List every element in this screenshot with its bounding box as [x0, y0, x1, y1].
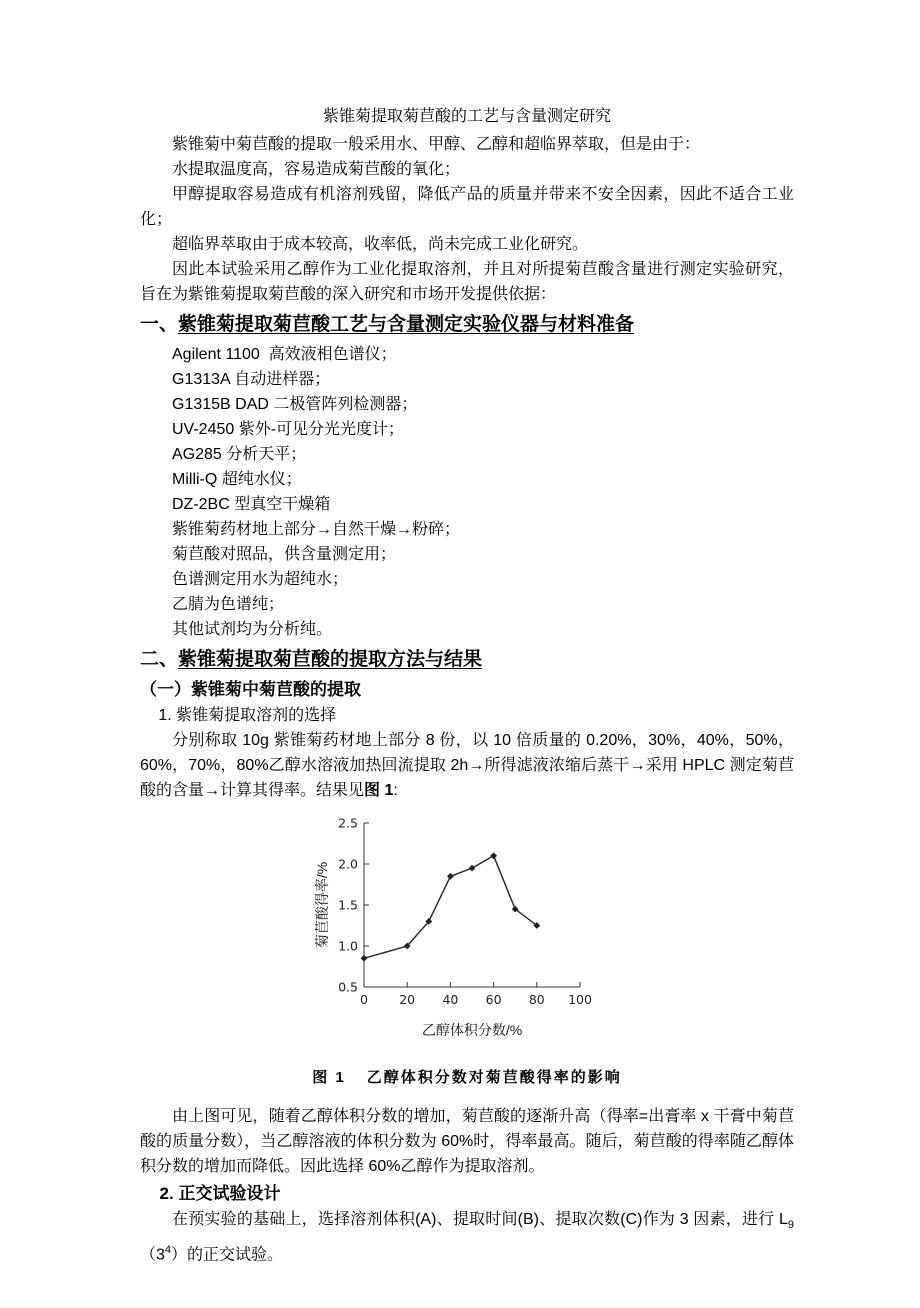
list-item: UV-2450 紫外-可见分光光度计；	[172, 421, 405, 438]
svg-text:0: 0	[360, 992, 368, 1007]
section2-title: 紫锥菊提取菊苣酸的提取方法与结果	[178, 649, 483, 670]
svg-text:1.5: 1.5	[338, 897, 358, 913]
section2-heading	[140, 646, 794, 674]
subscript-9: 9	[787, 1219, 794, 1232]
list-item: 菊苣酸对照品，供含量测定用；	[172, 546, 397, 563]
list-item: DZ-2BC 型真空干燥箱	[172, 496, 331, 513]
intro-paragraph-3: 甲醇提取容易造成有机溶剂残留，降低产品的质量并带来不安全因素，因此不适合工业化；	[140, 186, 794, 228]
list-item: G1313A 自动进样器；	[172, 371, 331, 388]
list-item: 其他试剂均为分析纯。	[172, 621, 333, 638]
list-item: AG285 分析天平；	[172, 446, 307, 463]
svg-text:乙醇体积分数/%: 乙醇体积分数/%	[421, 1022, 523, 1038]
list-item: 紫锥菊药材地上部分→自然干燥→粉碎；	[172, 521, 461, 538]
method-paragraph	[140, 728, 794, 803]
subsection-1-heading: （一）紫锥菊中菊苣酸的提取	[140, 680, 361, 699]
equipment-list	[140, 342, 794, 642]
svg-text:40: 40	[442, 992, 459, 1007]
intro-paragraph-4: 超临界萃取由于成本较高，收率低，尚未完成工业化研究。	[172, 236, 589, 253]
section1-heading	[140, 311, 794, 339]
figure-caption-text: 乙醇体积分数对菊苣酸得率的影响	[366, 1069, 622, 1086]
orthogonal-text: 在预实验的基础上，选择溶剂体积(A)、提取时间(B)、提取次数(C)作为 3 因素，进行 L	[172, 1211, 788, 1228]
svg-text:20: 20	[399, 992, 416, 1007]
list-item: Agilent 1100 高效液相色谱仪；	[172, 346, 397, 363]
superscript-4: 4	[164, 1244, 172, 1257]
figure-1-caption	[140, 1065, 794, 1090]
list-item: Milli-Q 超纯水仪；	[172, 471, 302, 488]
list-item: 色谱测定用水为超纯水；	[172, 571, 349, 588]
method-text: 分别称取 10g 紫锥菊药材地上部分 8 份，以 10 倍质量的 0.20%，30%，40%，50%，60%，70%，80%乙醇水溶液加热回流提取 2h→所得滤液浓缩后蒸干→采用 HPLC 测定菊苣酸的含量→计算其得率。结果见	[140, 732, 794, 799]
svg-text:0.5: 0.5	[338, 979, 358, 995]
svg-text:1.0: 1.0	[338, 938, 358, 954]
list-item: G1315B DAD 二极管阵列检测器；	[172, 396, 418, 413]
orthogonal-text-mid: （3	[140, 1246, 165, 1264]
svg-text:60: 60	[485, 992, 502, 1007]
figure-1	[140, 813, 794, 1049]
intro-paragraph-2: 水提取温度高，容易造成菊苣酸的氧化；	[172, 161, 461, 178]
analysis-paragraph: 由上图可见，随着乙醇体积分数的增加，菊苣酸的逐渐升高（得率=出膏率 x 干膏中菊苣酸的质量分数），当乙醇溶液的体积分数为 60%时，得率最高。随后，菊苣酸的得率随乙醇体积分数的增加而降低。因此选择 60%乙醇作为提取溶剂。	[140, 1108, 794, 1175]
point-1-heading: 1. 紫锥菊提取溶剂的选择	[158, 707, 337, 724]
doc-title: 紫锥菊提取菊苣酸的工艺与含量测定研究	[322, 108, 611, 125]
ethanol-yield-line-chart	[312, 813, 622, 1041]
figure-caption-label: 图 1	[312, 1069, 346, 1086]
svg-text:100: 100	[568, 992, 592, 1007]
section1-title: 紫锥菊提取菊苣酸工艺与含量测定实验仪器与材料准备	[178, 314, 635, 335]
intro-paragraph-1: 紫锥菊中菊苣酸的提取一般采用水、甲醇、乙醇和超临界萃取，但是由于：	[172, 136, 701, 153]
list-item: 乙腈为色谱纯；	[172, 596, 285, 613]
orthogonal-text-tail: ）的正交试验。	[171, 1246, 284, 1264]
intro-paragraph-5: 因此本试验采用乙醇作为工业化提取溶剂，并且对所提菊苣酸含量进行测定实验研究，旨在为紫锥菊提取菊苣酸的深入研究和市场开发提供依据：	[140, 261, 794, 303]
section1-number: 一、	[140, 314, 179, 335]
method-text-tail: :	[393, 782, 398, 799]
section2-number: 二、	[140, 649, 179, 670]
point-2-heading: 2. 正交试验设计	[159, 1184, 281, 1203]
orthogonal-design-paragraph	[140, 1207, 794, 1268]
svg-text:80: 80	[528, 992, 545, 1007]
svg-text:菊苣酸得率/%: 菊苣酸得率/%	[314, 861, 330, 949]
svg-text:2.5: 2.5	[338, 815, 358, 831]
figure-reference: 图 1	[364, 782, 394, 799]
svg-text:2.0: 2.0	[338, 856, 358, 872]
